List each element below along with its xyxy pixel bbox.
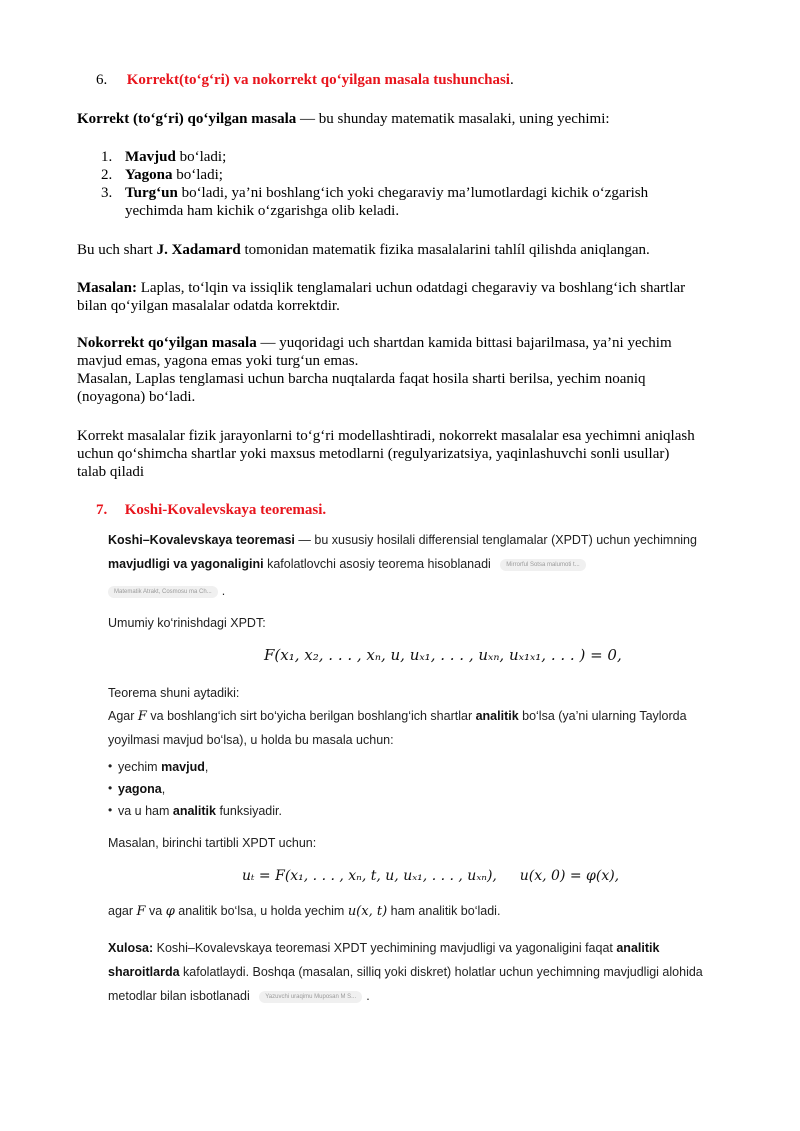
definition-incorrect-line-3: Masalan, Laplas tenglamasi uchun barcha nuqtalarda faqat hosila sharti berilsa, yechim noaniq [77,371,646,387]
citation-row [108,583,225,599]
conclusion2-bold: sharoitlarda [108,965,180,979]
symbol-F: F [137,709,147,724]
bullet-post: funksiyadir. [215,804,282,818]
conclusion-bold: analitik [616,941,660,955]
final-pre: agar [108,904,137,918]
example-line-1: Laplas, to‘lqin va issiqlik tenglamalari uchun odatdagi chegaraviy va boshlang‘ich shartlar [137,280,686,296]
example-label: Masalan: [77,280,137,296]
conclusion2-text: kafolatlaydi. Boshqa (masalan, silliq yoki diskret) holatlar uchun yechimning mavjudligi alohida [179,965,703,979]
conclusion-line-3 [108,988,370,1004]
section-6-title: Korrekt(to‘g‘ri) va nokorrekt qo‘yilgan masala tushunchasi [126,72,510,88]
bullet-post: , [204,760,209,774]
citation-chip[interactable]: Mirrorful Sotsa malumoti t... [500,559,585,571]
bullet-item [118,803,282,825]
section-6-heading [96,71,514,89]
hadamard-pre: Bu uch shart [77,242,157,258]
citation-dot: . [366,989,370,1003]
theorem-bullets [118,759,282,825]
definition-incorrect-term: Nokorrekt qo‘yilgan masala [77,335,257,351]
equation-general-pde-text: F(x₁, x₂, . . . , xₙ, u, uₓ₁, . . . , uₓₙ, uₓ₁ₓ₁, . . . ) = 0, [264,646,622,664]
condition-number: 1. [101,149,113,165]
theorem-intro-bold: Koshi–Kovalevskaya teoremasi [108,533,295,547]
hadamard-post: tomonidan matematik fizika masalalarini tahlíl qilishda aniqlangan. [240,242,650,258]
bullet-item [118,781,282,803]
final-mid: analitik bo‘lsa, u holda yechim [174,904,348,918]
condition-number: 3. [101,185,113,201]
equation-first-order [242,868,619,884]
condition-mid: va boshlang‘ich sirt bo‘yicha berilgan boshlang‘ich shartlar [146,709,476,723]
symbol-phi: φ [165,904,175,919]
definition-incorrect [77,334,672,406]
bullet-pre: va u ham [118,804,173,818]
summary-line-2: uchun qo‘shimcha shartlar yoki maxsus metodlarni (regulyarizatsiya, yaqinlashuvchi sonli usullar) [77,446,670,462]
definition-incorrect-line-2: mavjud emas, yagona emas yoki turg‘un emas. [77,353,359,369]
theorem-condition [108,708,687,725]
theorem-condition-line-2: yoyilmasi mavjud bo‘lsa), u holda bu masala uchun: [108,733,394,747]
section-7-heading [96,501,326,519]
condition-bold: Turg‘un [125,185,178,201]
analytic-conclusion [108,903,500,920]
example-paragraph [77,279,685,315]
theorem-intro2-bold: mavjudligi va yagonaligini [108,557,264,571]
symbol-F: F [136,904,146,919]
summary-paragraph [77,427,695,481]
definition-incorrect-line-1: — yuqoridagi uch shartdan kamida bittasi bajarilmasa, ya’ni yechim [256,335,672,351]
condition-text: bo‘ladi, ya’ni boshlang‘ich yoki chegaraviy ma’lumotlardagi kichik o‘zgarish [177,185,649,201]
condition-item [101,148,648,166]
theorem-intro [108,532,697,548]
conclusion-text: Koshi–Kovalevskaya teoremasi XPDT yechimining mavjudligi va yagonaligini faqat [153,941,617,955]
bullet-post: , [161,782,166,796]
summary-line-1: Korrekt masalalar fizik jarayonlarni to‘g‘ri modellashtiradi, nokorrekt masalalar esa yechimni aniqlash [77,428,695,444]
conclusion3-text: metodlar bilan isbotlanadi [108,989,250,1003]
condition-text-continued: yechimda ham kichik o‘zgarishga olib keladi. [125,203,400,219]
section-6-title-period: . [509,72,514,88]
citation-dot: . [221,584,226,598]
definition-correct-term: Korrekt (to‘g‘ri) qo‘yilgan masala [77,111,297,127]
theorem-statement: Teorema shuni aytadiki: [108,686,240,700]
condition-pre: Agar [108,709,138,723]
section-7-title: Koshi-Kovalevskaya teoremasi. [124,502,327,518]
summary-line-3: talab qiladi [77,464,145,480]
conditions-list [101,148,649,220]
bullet-bold: yagona [118,782,162,796]
final-va: va [145,904,166,918]
condition-text: bo‘ladi; [175,149,227,165]
condition-item [101,184,649,220]
final-post: ham analitik bo‘ladi. [387,904,501,918]
condition-item [101,166,648,184]
theorem-intro-text: — bu xususiy hosilali differensial tenglamalar (XPDT) uchun yechimning [294,533,697,547]
symbol-u-x-t: u(x, t) [347,904,388,919]
condition-bold: Yagona [125,167,173,183]
condition-text: bo‘ladi; [172,167,223,183]
conclusion-line-1 [108,940,659,956]
general-form-label: Umumiy ko‘rinishdagi XPDT: [108,616,266,630]
conclusion-line-2 [108,964,703,980]
bullet-bold: mavjud [161,760,205,774]
section-7-number: 7. [96,502,108,518]
hadamard-paragraph [77,241,650,259]
theorem-intro-line-2 [108,556,586,572]
hadamard-name: J. Xadamard [156,242,241,258]
example-line-2: bilan qo‘yilgan masalalar odatda korrektdir. [77,298,340,314]
bullet-pre: yechim [118,760,162,774]
section-6-number: 6. [96,72,108,88]
definition-correct-text: — bu shunday matematik masalaki, uning yechimi: [296,111,610,127]
citation-chip[interactable]: Matematik Atrakt, Cosmosu ma Ch... [108,586,218,598]
bullet-bold: analitik [172,804,216,818]
equation-general-pde [264,646,622,664]
condition-bold: analitik [475,709,519,723]
equation-first-order-left: uₜ = F(x₁, . . . , xₙ, t, u, uₓ₁, . . . , uₓₙ), [242,868,497,884]
condition-number: 2. [101,167,113,183]
theorem-intro2-text: kafolatlovchi asosiy teorema hisoblanadi [263,557,491,571]
first-order-label: Masalan, birinchi tartibli XPDT uchun: [108,836,317,850]
definition-incorrect-line-4: (noyagona) bo‘ladi. [77,389,196,405]
citation-chip[interactable]: Yazuvchi uraqimu Muposan M S... [259,991,362,1003]
condition-bold: Mavjud [125,149,176,165]
definition-correct [77,110,610,128]
bullet-item [118,759,282,781]
condition-post: bo‘lsa (ya’ni ularning Taylorda [518,709,687,723]
equation-first-order-right: u(x, 0) = φ(x), [519,868,620,884]
conclusion-label: Xulosa: [108,941,154,955]
